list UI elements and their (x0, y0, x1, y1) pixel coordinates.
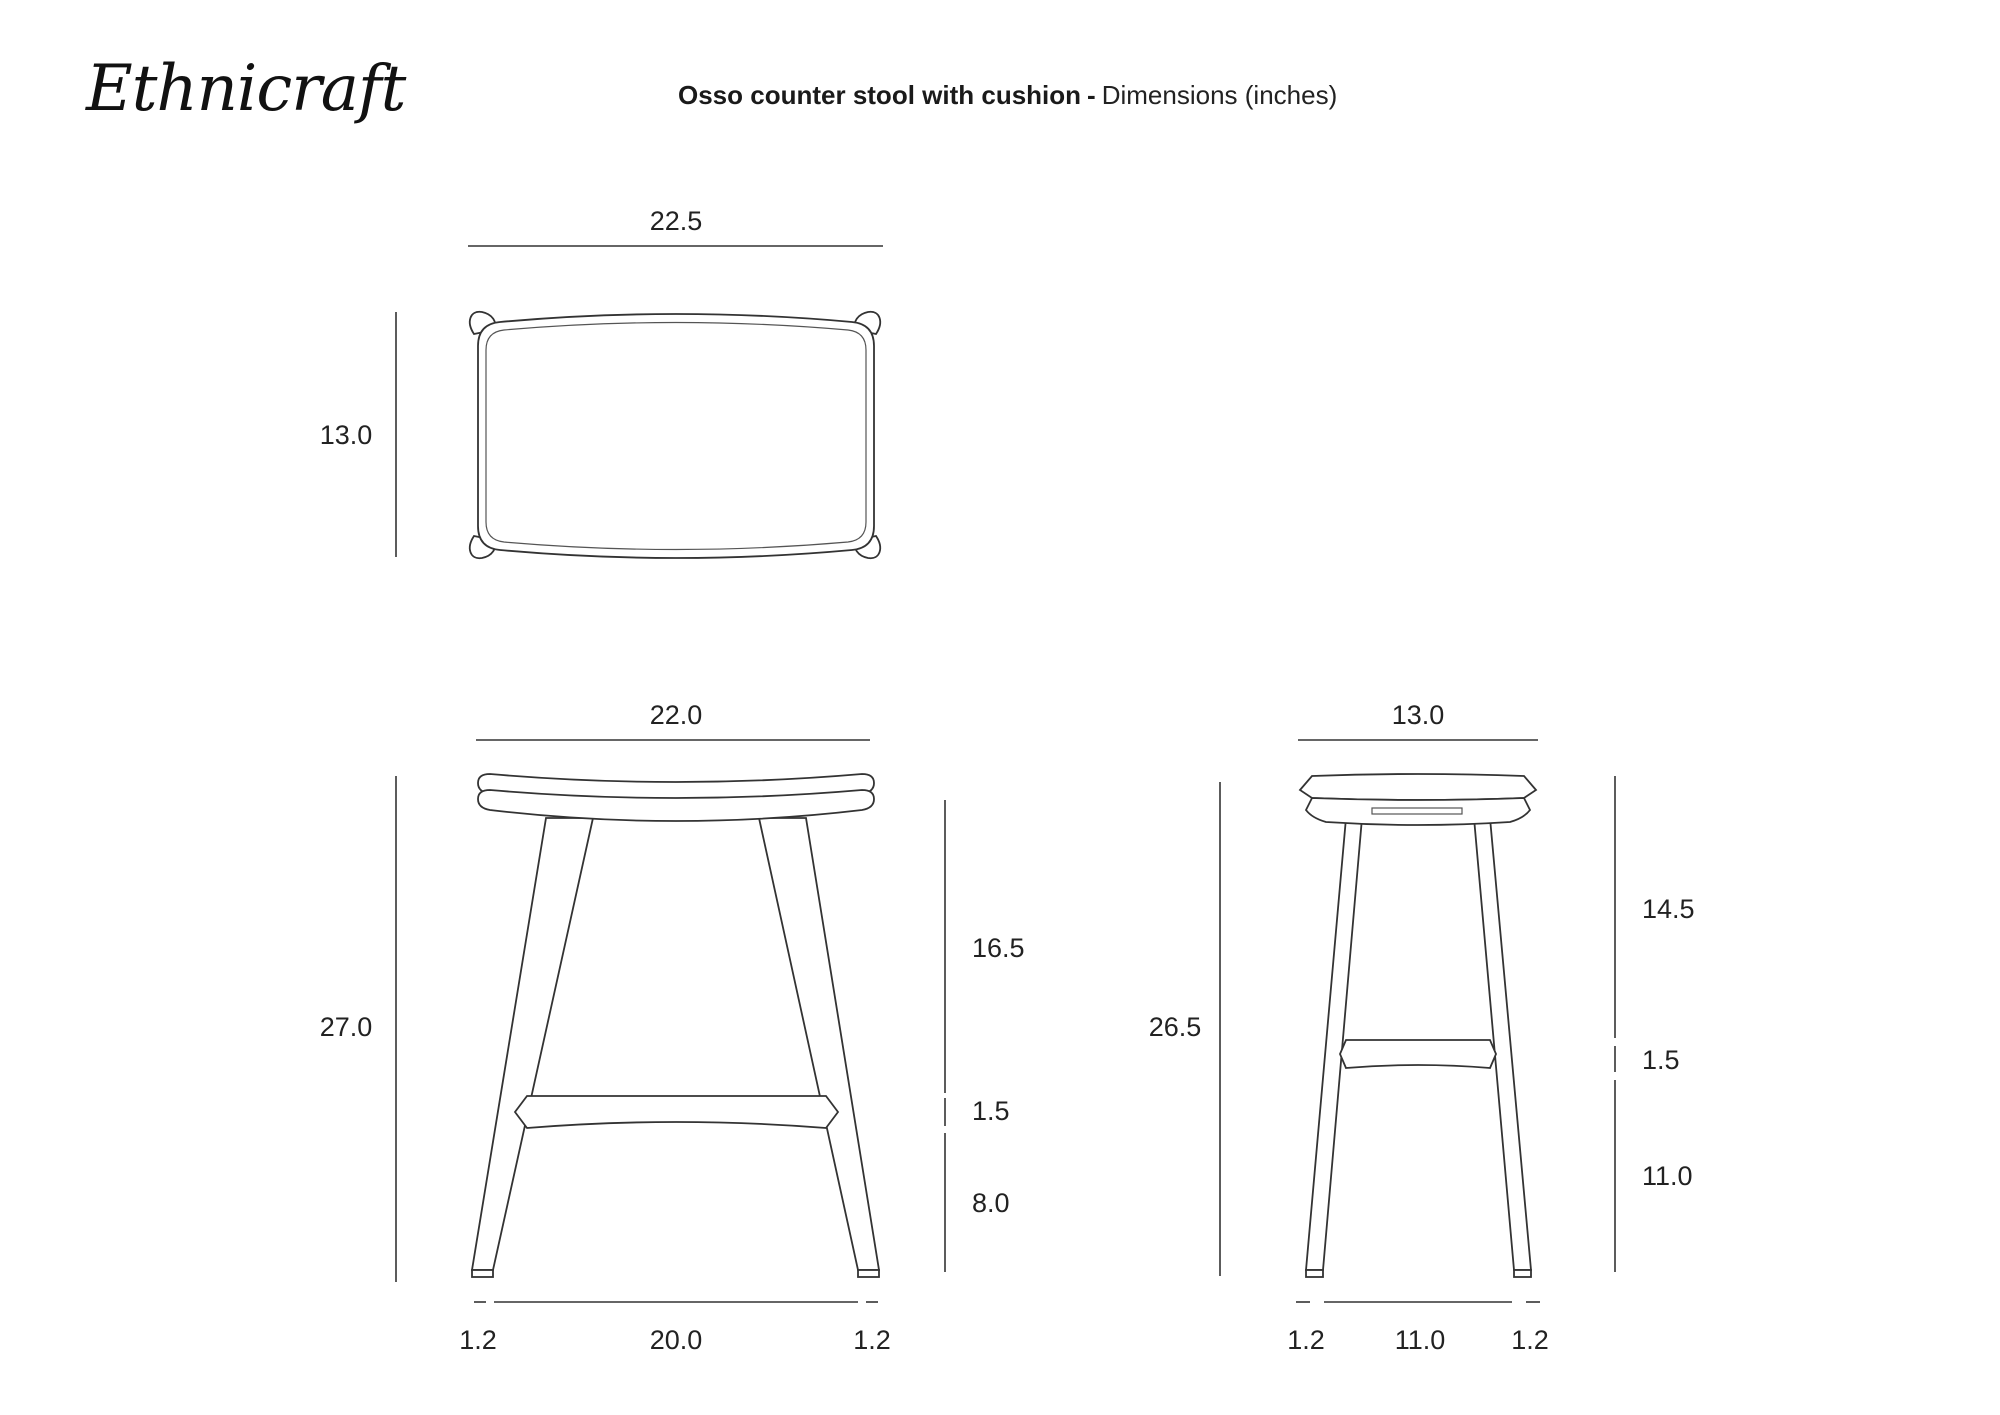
front-leg-left-label: 1.2 (459, 1325, 497, 1355)
front-foot-left (472, 1270, 493, 1277)
side-foot-left (1306, 1270, 1323, 1277)
title-separator: - (1087, 80, 1096, 110)
side-seat-base (1306, 798, 1530, 825)
stool-front-drawing (472, 774, 879, 1277)
front-seat-to-footrest-label: 16.5 (972, 933, 1025, 963)
seat-top-outline (470, 312, 880, 558)
side-leg-span-label: 11.0 (1394, 1325, 1446, 1355)
front-leg-left (472, 818, 593, 1270)
side-footrest-label: 1.5 (1642, 1045, 1680, 1075)
front-footrest-label: 1.5 (972, 1096, 1010, 1126)
side-seat-cushion (1300, 774, 1536, 800)
side-view (1149, 700, 1695, 1355)
top-view (320, 206, 883, 558)
side-footrest-to-floor-label: 11.0 (1642, 1161, 1693, 1191)
front-height-label: 27.0 (319, 1012, 373, 1042)
side-leg-right-label: 1.2 (1511, 1325, 1549, 1355)
title-suffix: Dimensions (inches) (1101, 80, 1338, 110)
front-leg-span-label: 20.0 (649, 1325, 703, 1355)
front-width-label: 22.0 (649, 700, 703, 730)
top-depth-label: 13.0 (319, 420, 373, 450)
side-foot-right (1514, 1270, 1531, 1277)
brand-logo: Ethnicraft (86, 52, 406, 126)
side-seat-to-footrest-label: 14.5 (1642, 894, 1695, 924)
front-leg-right (759, 818, 879, 1270)
front-leg-right-label: 1.2 (853, 1325, 891, 1355)
seat-outer-edge (478, 314, 874, 558)
front-view (320, 700, 1025, 1355)
side-height-label: 26.5 (1148, 1012, 1202, 1042)
side-leg-left-label: 1.2 (1287, 1325, 1325, 1355)
stool-side-drawing (1300, 774, 1536, 1277)
front-foot-right (858, 1270, 879, 1277)
front-footrest (515, 1096, 838, 1128)
top-width-label: 22.5 (649, 206, 703, 236)
front-footrest-to-floor-label: 8.0 (972, 1188, 1010, 1218)
side-footrest (1340, 1040, 1496, 1068)
product-name: Osso counter stool with cushion (678, 80, 1082, 110)
side-width-label: 13.0 (1391, 700, 1445, 730)
